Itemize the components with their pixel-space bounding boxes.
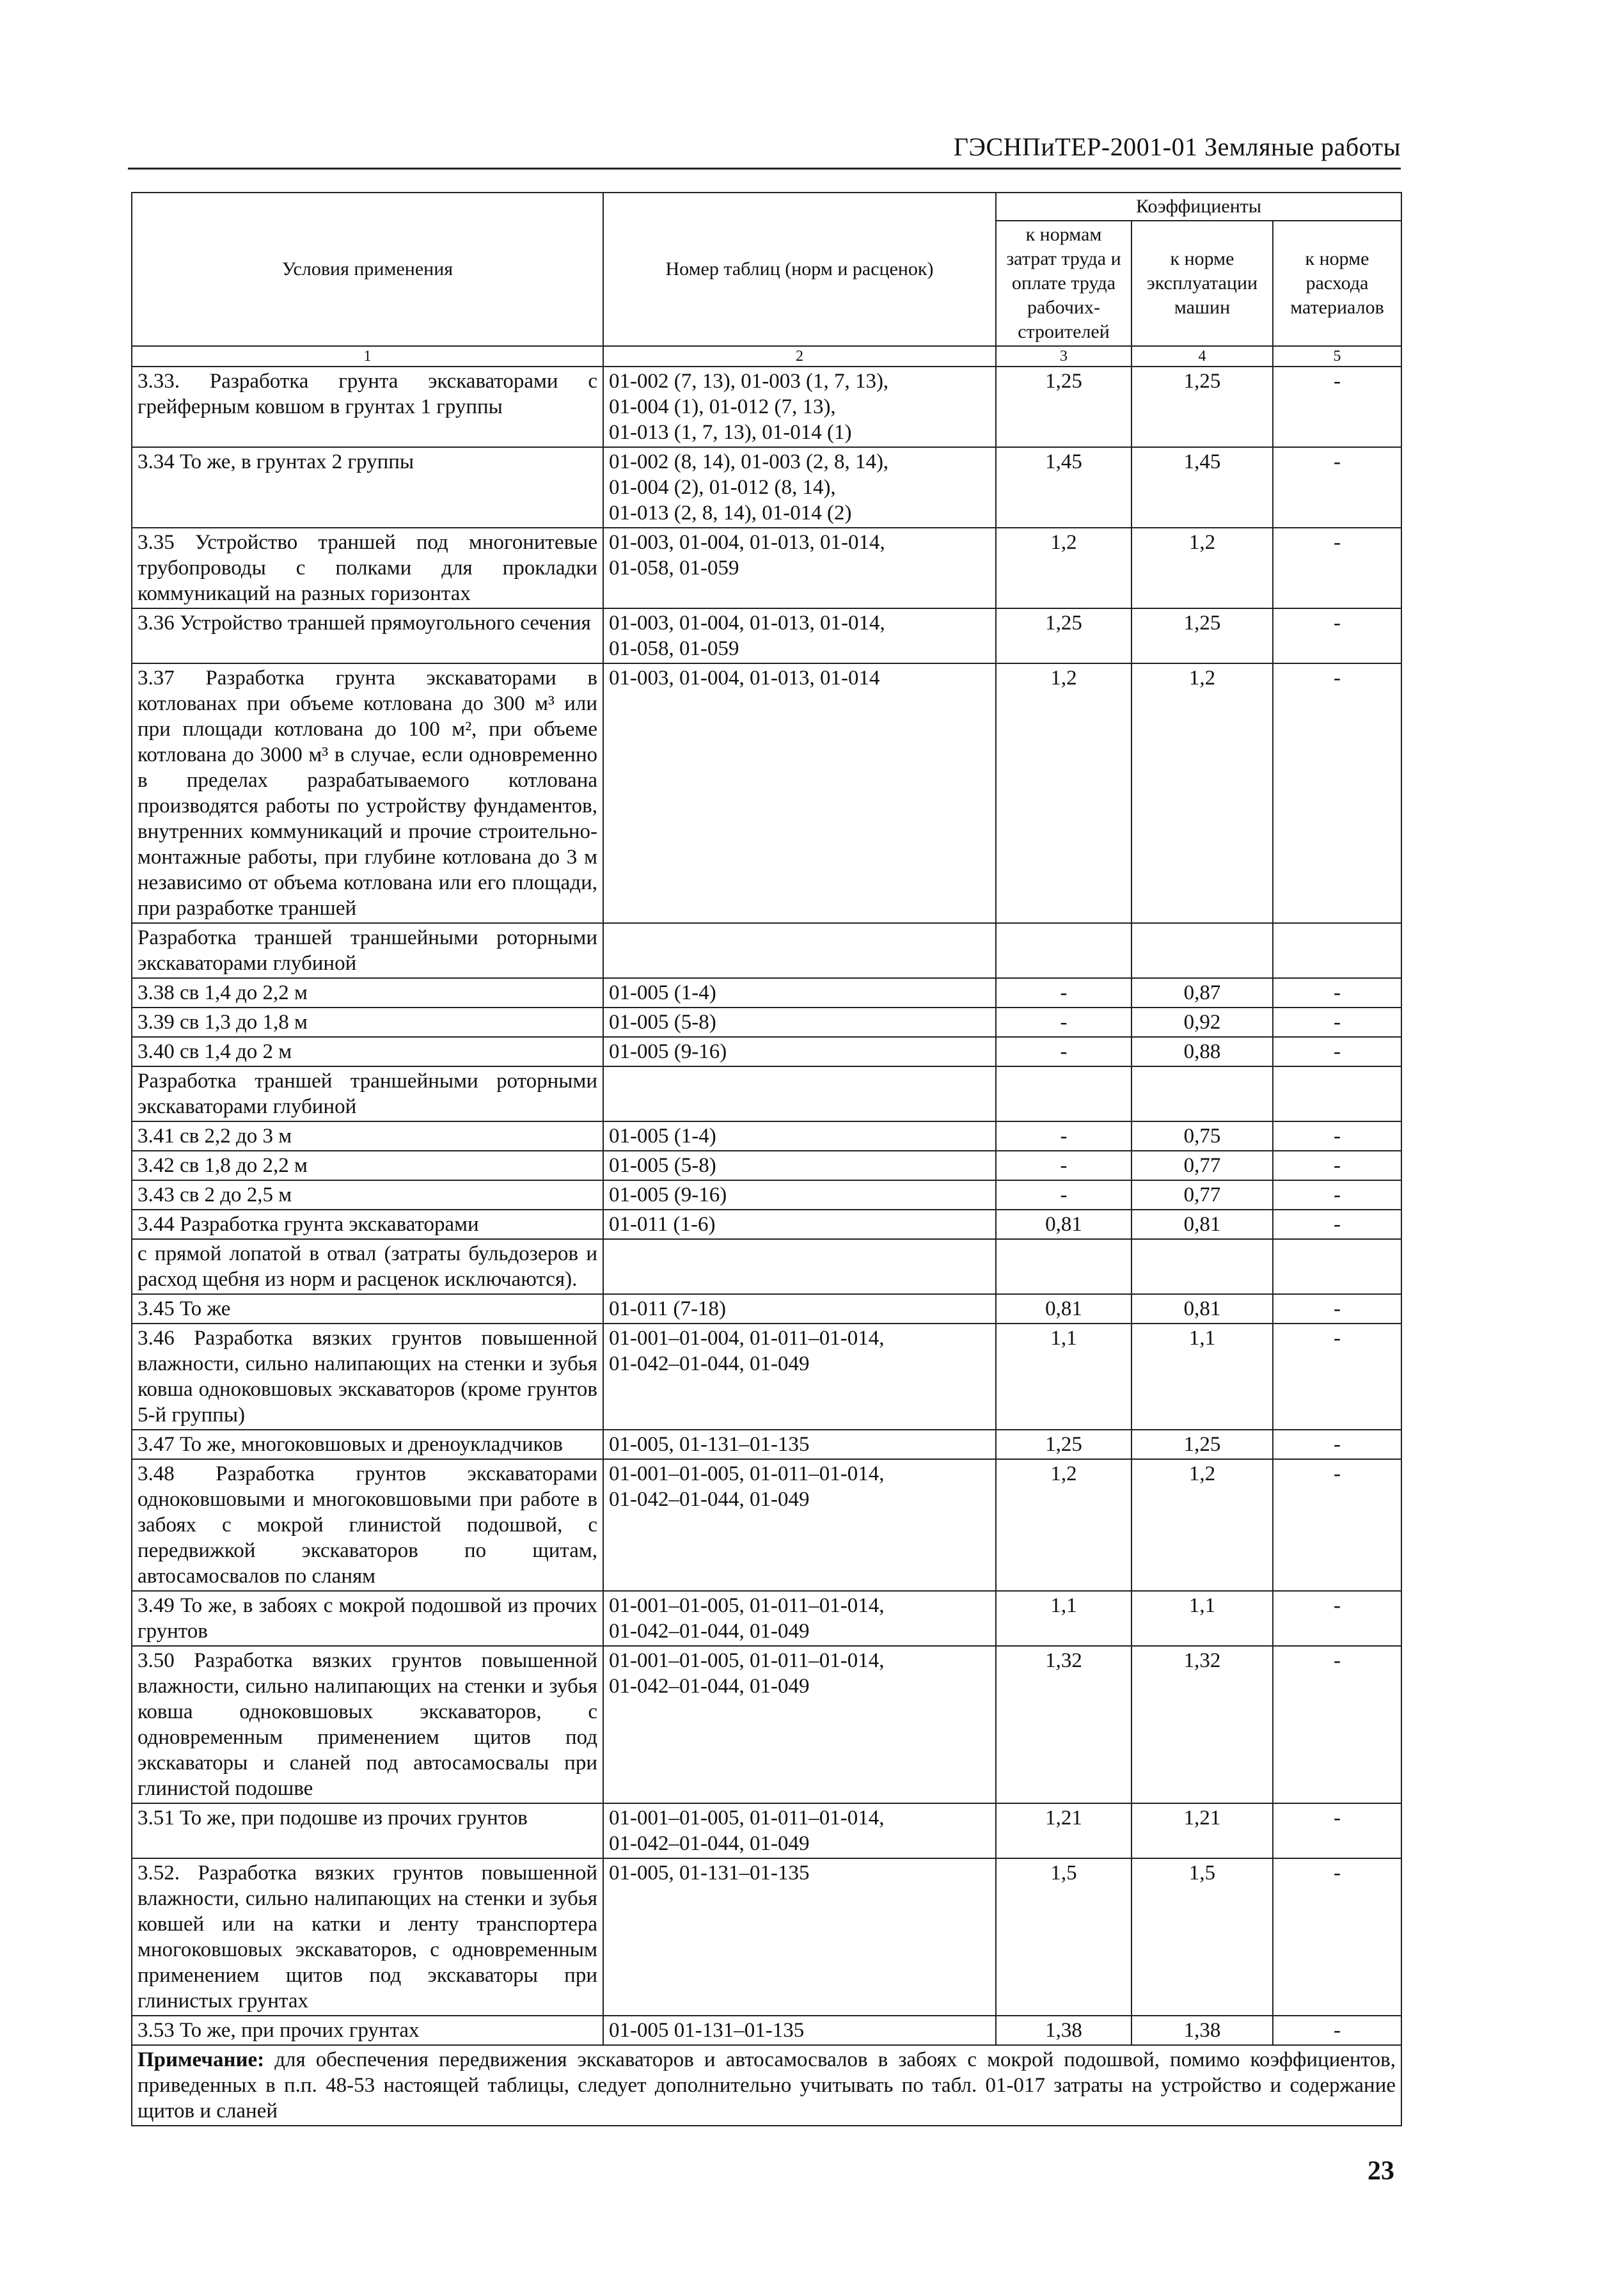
materials-coefficient-cell: - xyxy=(1273,1646,1401,1803)
materials-coefficient-cell xyxy=(1273,923,1401,978)
materials-coefficient-cell: - xyxy=(1273,1591,1401,1646)
materials-coefficient-cell: - xyxy=(1273,1430,1401,1459)
condition-cell: 3.33. Разработка грунта экскаваторами с грейферным ковшом в грунтах 1 группы xyxy=(132,367,603,447)
table-row xyxy=(132,1066,1401,1121)
table-row xyxy=(132,978,1401,1008)
table-numbers-cell: 01-005 01-131–01-135 xyxy=(603,2016,996,2045)
column-number: 1 xyxy=(132,346,603,367)
table-numbers-cell: 01-003, 01-004, 01-013, 01-014, 01-058, 01-059 xyxy=(603,608,996,663)
table-numbers-cell: 01-011 (1-6) xyxy=(603,1210,996,1239)
table-numbers-cell xyxy=(603,1239,996,1294)
machines-coefficient-cell: 0,77 xyxy=(1131,1180,1273,1210)
column-number: 4 xyxy=(1131,346,1273,367)
header-rule xyxy=(128,168,1401,170)
table-numbers-cell: 01-005 (5-8) xyxy=(603,1008,996,1037)
machines-coefficient-cell: 0,92 xyxy=(1131,1008,1273,1037)
labor-coefficient-cell: 1,25 xyxy=(996,608,1131,663)
condition-cell: 3.42 св 1,8 до 2,2 м xyxy=(132,1151,603,1180)
table-numbers-cell: 01-002 (8, 14), 01-003 (2, 8, 14), 01-004 (2), 01-012 (8, 14), 01-013 (2, 8, 14), 01-014 (2) xyxy=(603,447,996,528)
labor-coefficient-cell: 1,1 xyxy=(996,1591,1131,1646)
condition-cell: 3.50 Разработка вязких грунтов повышенной влажности, сильно налипающих на стенки и зубья ковша одноковшовых экскаваторов, с одновременным применением щитов под экскаваторы и сланей под автосамосвалы при глинистой подошве xyxy=(132,1646,603,1803)
table-numbers-cell: 01-005 (9-16) xyxy=(603,1180,996,1210)
materials-coefficient-cell: - xyxy=(1273,1324,1401,1430)
machines-coefficient-cell: 1,2 xyxy=(1131,663,1273,923)
table-numbers-cell: 01-002 (7, 13), 01-003 (1, 7, 13), 01-004 (1), 01-012 (7, 13), 01-013 (1, 7, 13), 01-014 (1) xyxy=(603,367,996,447)
machines-coefficient-cell: 1,38 xyxy=(1131,2016,1273,2045)
table-row xyxy=(132,1180,1401,1210)
condition-cell: 3.39 св 1,3 до 1,8 м xyxy=(132,1008,603,1037)
table-row xyxy=(132,447,1401,528)
table-row xyxy=(132,1591,1401,1646)
labor-coefficient-cell: - xyxy=(996,978,1131,1008)
table-row xyxy=(132,2016,1401,2045)
condition-cell: 3.43 св 2 до 2,5 м xyxy=(132,1180,603,1210)
column-number-row xyxy=(132,346,1401,367)
table-row xyxy=(132,1239,1401,1294)
table-row xyxy=(132,1121,1401,1151)
materials-coefficient-cell: - xyxy=(1273,608,1401,663)
condition-cell: 3.41 св 2,2 до 3 м xyxy=(132,1121,603,1151)
table-numbers-cell: 01-005, 01-131–01-135 xyxy=(603,1858,996,2016)
materials-coefficient-cell: - xyxy=(1273,528,1401,608)
table-row xyxy=(132,1037,1401,1066)
machines-coefficient-cell: 1,2 xyxy=(1131,1459,1273,1591)
materials-coefficient-cell: - xyxy=(1273,1858,1401,2016)
condition-cell: 3.38 св 1,4 до 2,2 м xyxy=(132,978,603,1008)
materials-coefficient-cell: - xyxy=(1273,1459,1401,1591)
header-machines: к норме эксплуатации машин xyxy=(1131,221,1273,346)
labor-coefficient-cell: - xyxy=(996,1008,1131,1037)
labor-coefficient-cell: 0,81 xyxy=(996,1210,1131,1239)
materials-coefficient-cell: - xyxy=(1273,1803,1401,1858)
table-numbers-cell: 01-001–01-005, 01-011–01-014, 01-042–01-044, 01-049 xyxy=(603,1646,996,1803)
condition-cell: с прямой лопатой в отвал (затраты бульдозеров и расход щебня из норм и расценок исключаются). xyxy=(132,1239,603,1294)
condition-cell: Разработка траншей траншейными роторными экскаваторами глубиной xyxy=(132,923,603,978)
table-row xyxy=(132,528,1401,608)
materials-coefficient-cell: - xyxy=(1273,1210,1401,1239)
table-numbers-cell: 01-003, 01-004, 01-013, 01-014 xyxy=(603,663,996,923)
materials-coefficient-cell: - xyxy=(1273,1008,1401,1037)
machines-coefficient-cell: 1,25 xyxy=(1131,1430,1273,1459)
machines-coefficient-cell: 1,32 xyxy=(1131,1646,1273,1803)
table-numbers-cell: 01-005, 01-131–01-135 xyxy=(603,1430,996,1459)
note-label: Примечание: xyxy=(138,2048,265,2071)
materials-coefficient-cell: - xyxy=(1273,663,1401,923)
table-numbers-cell: 01-001–01-005, 01-011–01-014, 01-042–01-044, 01-049 xyxy=(603,1591,996,1646)
header-materials: к норме расхода материалов xyxy=(1273,221,1401,346)
page-number: 23 xyxy=(1368,2156,1394,2186)
materials-coefficient-cell: - xyxy=(1273,978,1401,1008)
labor-coefficient-cell: 1,25 xyxy=(996,1430,1131,1459)
machines-coefficient-cell xyxy=(1131,1066,1273,1121)
machines-coefficient-cell: 1,45 xyxy=(1131,447,1273,528)
labor-coefficient-cell xyxy=(996,1066,1131,1121)
machines-coefficient-cell: 0,87 xyxy=(1131,978,1273,1008)
header-labor: к нормам затрат труда и оплате труда рабочих-строителей xyxy=(996,221,1131,346)
condition-cell: 3.35 Устройство траншей под многонитевые трубопроводы с полками для прокладки коммуникаций на разных горизонтах xyxy=(132,528,603,608)
running-header: ГЭСНПиТЕР-2001-01 Земляные работы xyxy=(953,132,1401,161)
materials-coefficient-cell: - xyxy=(1273,2016,1401,2045)
table-row xyxy=(132,1151,1401,1180)
labor-coefficient-cell: 1,2 xyxy=(996,1459,1131,1591)
table-row xyxy=(132,1324,1401,1430)
labor-coefficient-cell: 1,25 xyxy=(996,367,1131,447)
table-row xyxy=(132,1294,1401,1324)
condition-cell: 3.36 Устройство траншей прямоугольного сечения xyxy=(132,608,603,663)
labor-coefficient-cell: 1,2 xyxy=(996,663,1131,923)
materials-coefficient-cell xyxy=(1273,1066,1401,1121)
materials-coefficient-cell: - xyxy=(1273,1151,1401,1180)
materials-coefficient-cell: - xyxy=(1273,1294,1401,1324)
machines-coefficient-cell: 0,77 xyxy=(1131,1151,1273,1180)
condition-cell: 3.34 То же, в грунтах 2 группы xyxy=(132,447,603,528)
note-text: для обеспечения передвижения экскаваторов и автосамосвалов в забоях с мокрой подошвой, помимо коэффициентов, приведенных в п.п. 48-53 настоящей таблицы, следует дополнительно учитывать по табл. 01-017 затраты на устройство и содержание щитов и сланей xyxy=(138,2048,1396,2123)
materials-coefficient-cell: - xyxy=(1273,1121,1401,1151)
materials-coefficient-cell: - xyxy=(1273,1180,1401,1210)
table-numbers-cell: 01-001–01-004, 01-011–01-014, 01-042–01-044, 01-049 xyxy=(603,1324,996,1430)
table-note xyxy=(132,2045,1401,2126)
materials-coefficient-cell xyxy=(1273,1239,1401,1294)
machines-coefficient-cell: 0,88 xyxy=(1131,1037,1273,1066)
condition-cell: 3.47 То же, многоковшовых и дреноукладчиков xyxy=(132,1430,603,1459)
table-row xyxy=(132,1459,1401,1591)
table-row xyxy=(132,1803,1401,1858)
condition-cell: 3.37 Разработка грунта экскаваторами в котлованах при объеме котлована до 300 м³ или при площади котлована до 100 м², при объеме котлована до 3000 м³ в случае, если одновременно в пределах разрабатываемого котлована производятся работы по устройству фундаментов, внутренних коммуникаций и прочие строительно-монтажные работы, при глубине котлована до 3 м независимо от объема котлована или его площади, при разработке траншей xyxy=(132,663,603,923)
condition-cell: 3.48 Разработка грунтов экскаваторами одноковшовыми и многоковшовыми при работе в забоях с мокрой глинистой подошвой, с передвижкой экскаваторов по щитам, автосамосвалов по сланям xyxy=(132,1459,603,1591)
machines-coefficient-cell xyxy=(1131,1239,1273,1294)
materials-coefficient-cell: - xyxy=(1273,447,1401,528)
condition-cell: 3.40 св 1,4 до 2 м xyxy=(132,1037,603,1066)
machines-coefficient-cell: 1,1 xyxy=(1131,1324,1273,1430)
table-row xyxy=(132,1008,1401,1037)
coefficients-table xyxy=(131,192,1402,2126)
table-numbers-cell: 01-001–01-005, 01-011–01-014, 01-042–01-044, 01-049 xyxy=(603,1803,996,1858)
header-coefficients: Коэффициенты xyxy=(996,193,1401,221)
machines-coefficient-cell: 1,1 xyxy=(1131,1591,1273,1646)
table-numbers-cell xyxy=(603,1066,996,1121)
condition-cell: 3.51 То же, при подошве из прочих грунтов xyxy=(132,1803,603,1858)
table-numbers-cell: 01-005 (5-8) xyxy=(603,1151,996,1180)
condition-cell: 3.52. Разработка вязких грунтов повышенной влажности, сильно налипающих на стенки и зубья ковшей или на катки и ленту транспортера многоковшовых экскаваторов, с одновременным применением щитов под экскаваторы при глинистых грунтах xyxy=(132,1858,603,2016)
condition-cell: 3.46 Разработка вязких грунтов повышенной влажности, сильно налипающих на стенки и зубья ковша одноковшовых экскаваторов (кроме грунтов 5-й группы) xyxy=(132,1324,603,1430)
table-numbers-cell: 01-005 (1-4) xyxy=(603,1121,996,1151)
column-number: 3 xyxy=(996,346,1131,367)
table-row xyxy=(132,1210,1401,1239)
labor-coefficient-cell xyxy=(996,1239,1131,1294)
labor-coefficient-cell: 1,5 xyxy=(996,1858,1131,2016)
table-numbers-cell: 01-011 (7-18) xyxy=(603,1294,996,1324)
labor-coefficient-cell: - xyxy=(996,1151,1131,1180)
machines-coefficient-cell: 0,81 xyxy=(1131,1294,1273,1324)
labor-coefficient-cell: 0,81 xyxy=(996,1294,1131,1324)
machines-coefficient-cell: 1,25 xyxy=(1131,608,1273,663)
column-number: 2 xyxy=(603,346,996,367)
labor-coefficient-cell xyxy=(996,923,1131,978)
machines-coefficient-cell: 0,81 xyxy=(1131,1210,1273,1239)
table-row xyxy=(132,1430,1401,1459)
machines-coefficient-cell xyxy=(1131,923,1273,978)
labor-coefficient-cell: 1,45 xyxy=(996,447,1131,528)
table-numbers-cell xyxy=(603,923,996,978)
condition-cell: 3.45 То же xyxy=(132,1294,603,1324)
header-table-numbers: Номер таблиц (норм и расценок) xyxy=(603,193,996,346)
header-conditions: Условия применения xyxy=(132,193,603,346)
table-row xyxy=(132,608,1401,663)
table-numbers-cell: 01-005 (1-4) xyxy=(603,978,996,1008)
labor-coefficient-cell: - xyxy=(996,1121,1131,1151)
column-number: 5 xyxy=(1273,346,1401,367)
table-numbers-cell: 01-005 (9-16) xyxy=(603,1037,996,1066)
machines-coefficient-cell: 1,21 xyxy=(1131,1803,1273,1858)
labor-coefficient-cell: 1,32 xyxy=(996,1646,1131,1803)
labor-coefficient-cell: 1,21 xyxy=(996,1803,1131,1858)
labor-coefficient-cell: 1,2 xyxy=(996,528,1131,608)
condition-cell: Разработка траншей траншейными роторными экскаваторами глубиной xyxy=(132,1066,603,1121)
table-row xyxy=(132,1858,1401,2016)
condition-cell: 3.44 Разработка грунта экскаваторами xyxy=(132,1210,603,1239)
materials-coefficient-cell: - xyxy=(1273,367,1401,447)
labor-coefficient-cell: - xyxy=(996,1037,1131,1066)
machines-coefficient-cell: 1,5 xyxy=(1131,1858,1273,2016)
table-row xyxy=(132,663,1401,923)
table-row xyxy=(132,923,1401,978)
materials-coefficient-cell: - xyxy=(1273,1037,1401,1066)
table-row xyxy=(132,1646,1401,1803)
labor-coefficient-cell: - xyxy=(996,1180,1131,1210)
machines-coefficient-cell: 1,2 xyxy=(1131,528,1273,608)
condition-cell: 3.53 То же, при прочих грунтах xyxy=(132,2016,603,2045)
table-numbers-cell: 01-003, 01-004, 01-013, 01-014, 01-058, 01-059 xyxy=(603,528,996,608)
labor-coefficient-cell: 1,1 xyxy=(996,1324,1131,1430)
labor-coefficient-cell: 1,38 xyxy=(996,2016,1131,2045)
condition-cell: 3.49 То же, в забоях с мокрой подошвой из прочих грунтов xyxy=(132,1591,603,1646)
machines-coefficient-cell: 0,75 xyxy=(1131,1121,1273,1151)
table-numbers-cell: 01-001–01-005, 01-011–01-014, 01-042–01-044, 01-049 xyxy=(603,1459,996,1591)
table-row xyxy=(132,367,1401,447)
machines-coefficient-cell: 1,25 xyxy=(1131,367,1273,447)
